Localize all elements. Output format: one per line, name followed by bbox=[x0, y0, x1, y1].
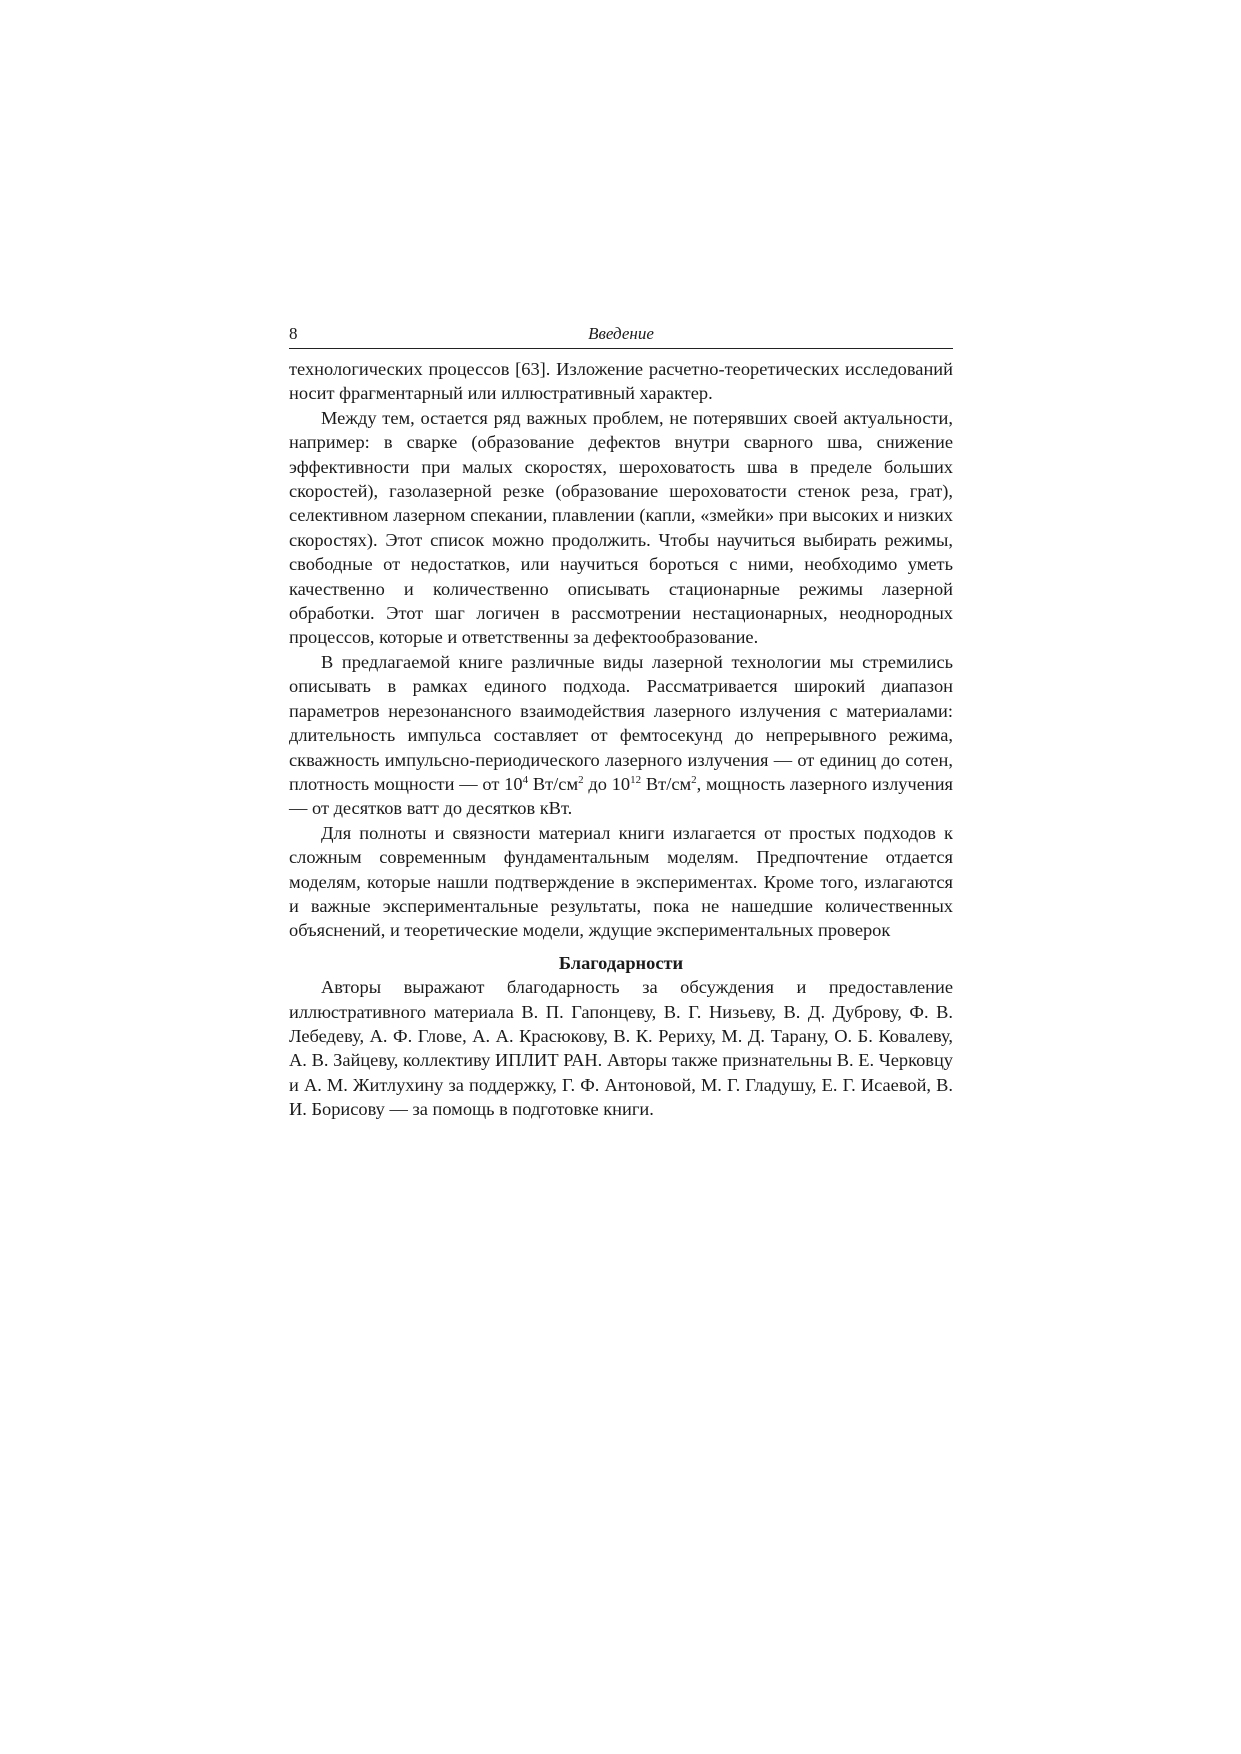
paragraph-3-text-1: В предлагаемой книге различные виды лазерной технологии мы стремились описывать в рамках единого подхода. Рассматривается широкий диапазон параметров нерезонансного взаимодействия лазерного излучения с материалами: длительность импульса составляет от фемтосекунд до непрерывного режима, скважность импульсно-периодического лазерного излучения — от единиц до сотен, плотность мощности — от 10 bbox=[289, 651, 953, 794]
exponent-4: 2 bbox=[691, 773, 697, 786]
paragraph-2: Между тем, остается ряд важных проблем, не потерявших своей актуальности, например: в сварке (образование дефектов внутри сварного шва, снижение эффективности при малых скоростях, шероховатость шва в пределе больших скоростей), газолазерной резке (образование шероховатости стенок реза, грат), селективном лазерном спекании, плавлении (капли, «змейки» при высоких и низких скоростях). Этот список можно продолжить. Чтобы научиться выбирать режимы, свободные от недостатков, или научиться бороться с ними, необходимо уметь качественно и количественно описывать стационарные режимы лазерной обработки. Этот шаг логичен в рассмотрении нестационарных, неоднородных процессов, которые и ответственны за дефектообразование. bbox=[289, 407, 953, 648]
page-number: 8 bbox=[289, 324, 298, 343]
acknowledgements-paragraph: Авторы выражают благодарность за обсуждения и предоставление иллюстративного материала В. П. Гапонцеву, В. Г. Низьеву, В. Д. Дуброву, Ф. В. Лебедеву, А. Ф. Глове, А. А. Красюкову, В. К. Рериху, М. Д. Тарану, О. Б. Ковалеву, А. В. Зайцеву, коллективу ИПЛИТ РАН. Авторы также признательны В. Е. Черковцу и А. М. Житлухину за поддержку, Г. Ф. Антоновой, М. Г. Гладушу, Е. Г. Исаевой, В. И. Борисову — за помощь в подготовке книги. bbox=[289, 977, 953, 1120]
running-header bbox=[289, 322, 953, 349]
acknowledgements-heading: Благодарности bbox=[558, 952, 684, 973]
section-title: Введение bbox=[588, 324, 654, 343]
exponent-2: 2 bbox=[578, 773, 584, 786]
paragraph-3 bbox=[289, 650, 953, 821]
paragraph-4: Для полноты и связности материал книги излагается от простых подходов к сложным современным фундаментальным моделям. Предпочтение отдается моделям, которые нашли подтверждение в экспериментах. Кроме того, излагаются и важные экспериментальные результаты, пока не нашедшие количественных объяснений, и теоретические модели, ждущие экспериментальных проверок bbox=[289, 822, 953, 941]
book-page bbox=[289, 322, 953, 1122]
paragraph-1: технологических процессов [63]. Изложение расчетно-теоретических исследований носит фрагментарный или иллюстративный характер. bbox=[289, 359, 953, 404]
body-text bbox=[289, 357, 953, 1122]
paragraph-3-text-3: до 10 bbox=[583, 773, 631, 794]
exponent-3: 12 bbox=[630, 773, 642, 786]
paragraph-3-text-4: Вт/см bbox=[641, 773, 692, 794]
exponent-1: 4 bbox=[522, 773, 529, 786]
paragraph-3-text-5: , мощность лазерного излучения — от десятков ватт до десятков кВт. bbox=[289, 773, 954, 819]
paragraph-3-text-2: Вт/см bbox=[528, 773, 579, 794]
